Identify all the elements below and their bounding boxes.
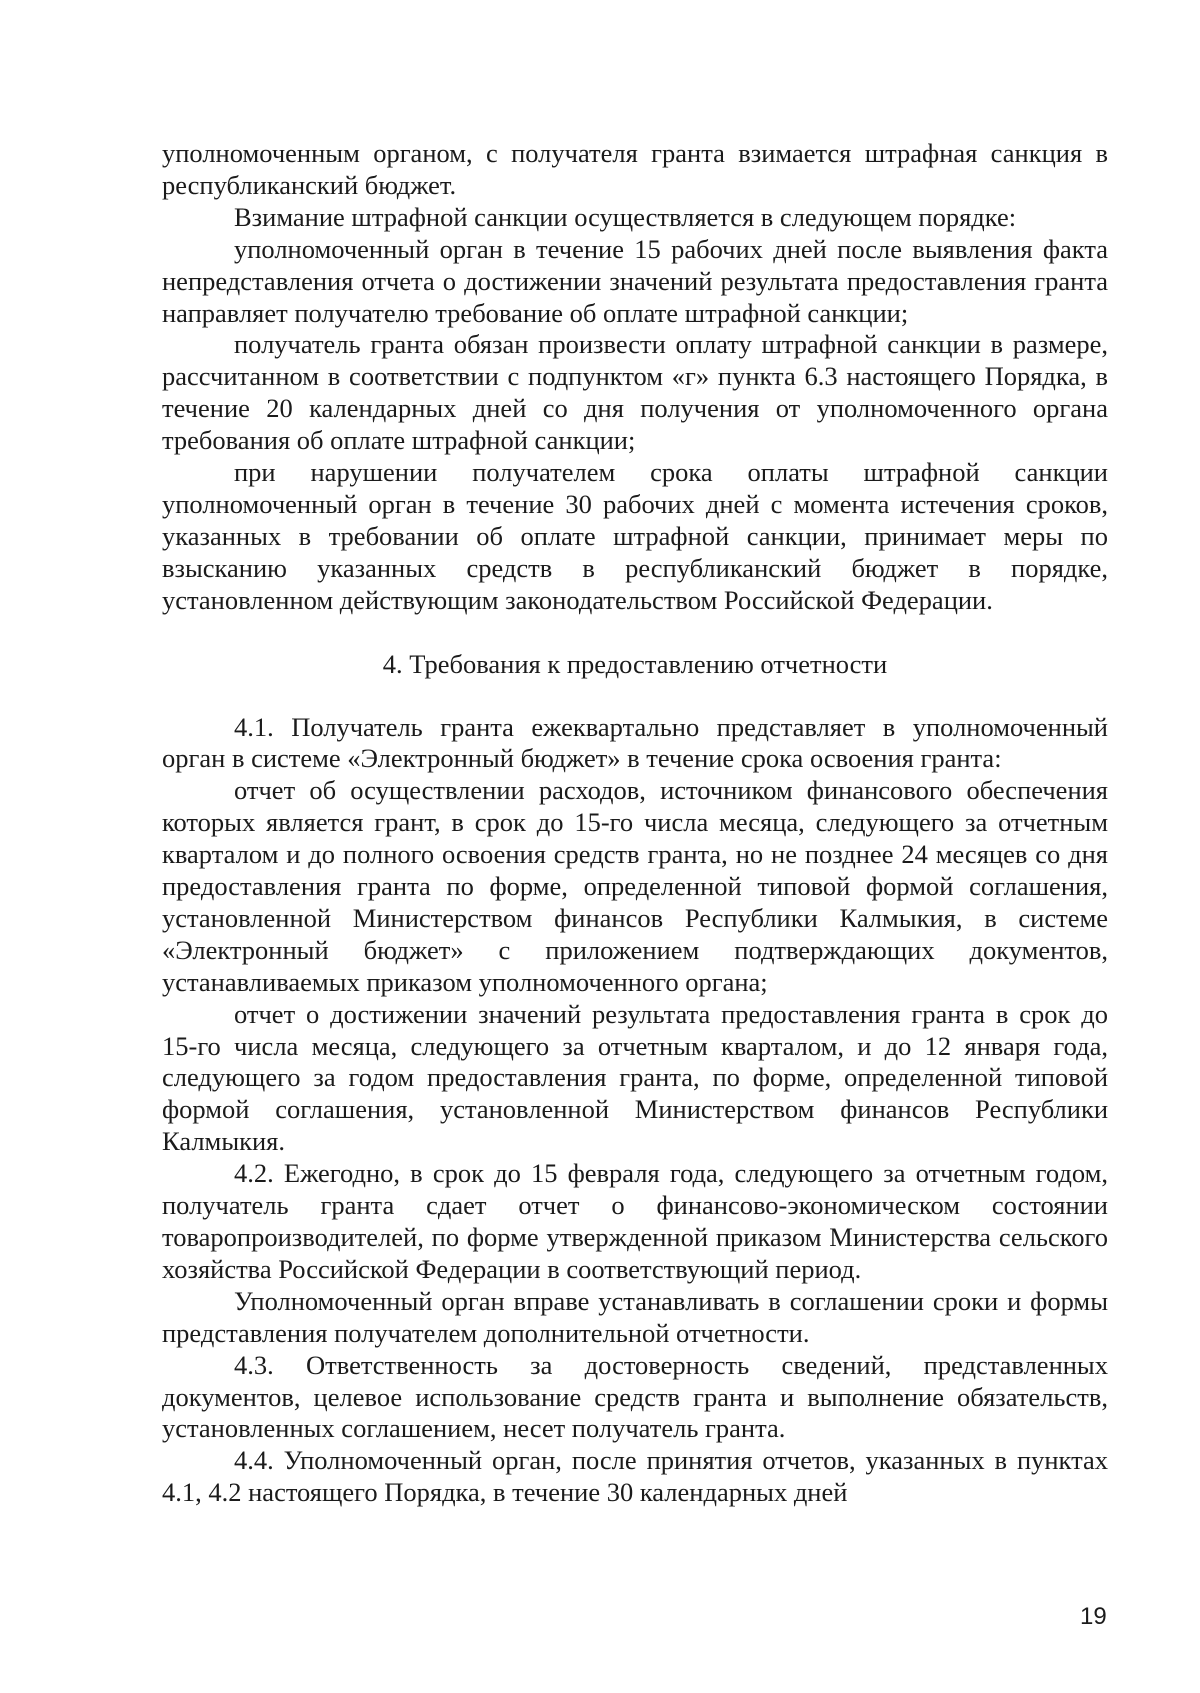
paragraph-continuation: уполномоченным органом, с получателя гранта взимается штрафная санкция в республиканский бюджет.: [162, 138, 1108, 200]
paragraph-penalty-payment: получатель гранта обязан произвести оплату штрафной санкции в размере, рассчитанном в соответствии с подпунктом «г» пункта 6.3 настоящего Порядка, в течение 20 календарных дней со дня получения от уполномоченного органа требования об оплате штрафной санкции;: [162, 329, 1108, 456]
paragraph-expense-report: отчет об осуществлении расходов, источником финансового обеспечения которых является грант, в срок до 15-го числа месяца, следующего за отчетным кварталом и до полного освоения средств гранта, но не позднее 24 месяцев со дня предоставления гранта по форме, определенной типовой формой соглашения, установленной Министерством финансов Республики Калмыкия, в системе «Электронный бюджет» с приложением подтверждающих документов, устанавливаемых приказом уполномоченного органа;: [162, 775, 1108, 997]
paragraph-4-1: 4.1. Получатель гранта ежеквартально представляет в уполномоченный орган в системе «Электронный бюджет» в течение срока освоения гранта:: [162, 711, 1108, 774]
document-body: [162, 138, 1108, 1509]
paragraph-result-report: отчет о достижении значений результата предоставления гранта в срок до 15-го числа месяца, следующего за отчетным кварталом, и до 12 января года, следующего за годом предоставления гранта, по форме, определенной типовой формой соглашения, установленной Министерством финансов Республики Калмыкия.: [162, 998, 1108, 1157]
section-heading: 4. Требования к предоставлению отчетности: [382, 648, 888, 679]
paragraph-penalty-demand: уполномоченный орган в течение 15 рабочих дней после выявления факта непредставления отчета о достижении значений результата предоставления гранта направляет получателю требование об оплате штрафной санкции;: [162, 233, 1108, 328]
paragraph-penalty-recovery: при нарушении получателем срока оплаты штрафной санкции уполномоченный орган в течение 30 рабочих дней с момента истечения сроков, указанных в требовании об оплате штрафной санкции, принимает меры по взысканию указанных средств в республиканский бюджет в порядке, установленном действующим законодательством Российской Федерации.: [162, 457, 1108, 615]
page-number: 19: [1080, 1603, 1107, 1630]
paragraph-4-2: 4.2. Ежегодно, в срок до 15 февраля года, следующего за отчетным годом, получатель гранта сдает отчет о финансово-экономическом состоянии товаропроизводителей, по форме утвержденной приказом Министерства сельского хозяйства Российской Федерации в соответствующий период.: [162, 1158, 1108, 1284]
paragraph-4-3: 4.3. Ответственность за достоверность сведений, представленных документов, целевое использование средств гранта и выполнение обязательств, установленных соглашением, несет получатель гранта.: [162, 1349, 1108, 1444]
paragraph-penalty-procedure: Взимание штрафной санкции осуществляется в следующем порядке:: [234, 201, 1017, 232]
paragraph-additional-reporting: Уполномоченный орган вправе устанавливать в соглашении сроки и формы представления получателем дополнительной отчетности.: [162, 1285, 1108, 1348]
paragraph-4-4: 4.4. Уполномоченный орган, после принятия отчетов, указанных в пунктах 4.1, 4.2 настоящего Порядка, в течение 30 календарных дней: [162, 1445, 1108, 1508]
